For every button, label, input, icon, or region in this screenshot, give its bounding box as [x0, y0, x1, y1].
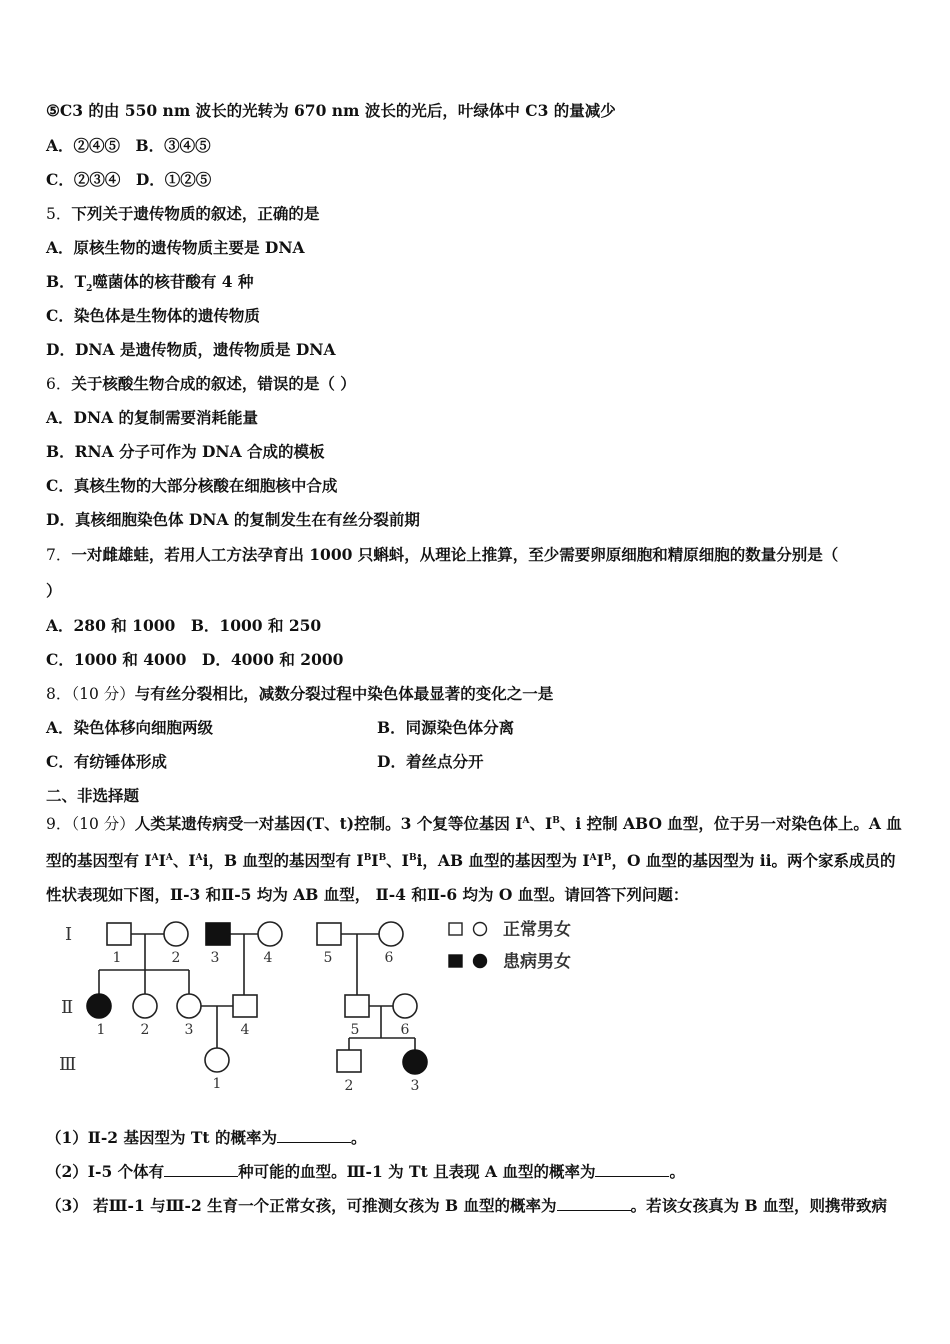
III-3-affected-female — [403, 1050, 427, 1074]
I-4-normal-female — [258, 922, 282, 946]
gen-label-III: Ⅲ — [59, 1054, 77, 1075]
legend-affected-female-icon — [474, 955, 487, 968]
q9-l2-c: 、I — [172, 851, 196, 871]
q9-number: 9． — [46, 815, 72, 834]
q5-number: 5． — [46, 205, 72, 223]
q9-l2-s5: B — [378, 853, 387, 863]
q9-stem-line2 — [46, 848, 896, 871]
q6-option-a: A．DNA 的复制需要消耗能量 — [46, 408, 259, 427]
q9-sub2-end: 。 — [669, 1162, 685, 1181]
answer-blank-3[interactable] — [595, 1164, 669, 1177]
q5-option-d: D．DNA 是遗传物质，遗传物质是 DNA — [46, 340, 336, 359]
q5-b-post: 噬菌体的核苷酸有 4 种 — [92, 272, 254, 291]
q9-l2-d: i，B 血型的基因型有 I — [202, 851, 364, 871]
q5-stem — [46, 204, 319, 224]
q9-l2-s8: B — [603, 853, 612, 863]
q9-sub3-text-b: 。若该女孩真为 B 血型，则携带致病 — [630, 1196, 887, 1215]
q9-l2-f: 、I — [386, 851, 409, 871]
q8-option-c: C．有纺锤体形成 — [46, 752, 167, 771]
answer-blank-2[interactable] — [164, 1164, 238, 1177]
q9-l1-sup-b: B — [552, 816, 560, 826]
q9-score: （10 分） — [71, 815, 135, 834]
q7-number: 7． — [46, 546, 72, 564]
id-I6: 6 — [384, 950, 394, 966]
q8-option-d: D．着丝点分开 — [377, 752, 484, 771]
id-II6: 6 — [400, 1022, 410, 1038]
id-III1: 1 — [212, 1076, 222, 1092]
q9-sub1-end: 。 — [350, 1128, 367, 1147]
answer-blank-1[interactable] — [277, 1130, 351, 1143]
q9-sub3 — [46, 1196, 887, 1216]
legend-normal-male-icon — [449, 923, 462, 935]
legend-affected-male-icon — [449, 955, 462, 967]
id-III3: 3 — [410, 1078, 420, 1094]
id-II4: 4 — [240, 1022, 250, 1038]
q4-options-ab: A．②④⑤ B．③④⑤ — [46, 136, 211, 155]
q5-option-b — [46, 272, 253, 299]
q9-l2-g: i，AB 血型的基因型为 I — [416, 851, 590, 871]
q6-option-b: B．RNA 分子可作为 DNA 合成的模板 — [46, 442, 325, 461]
legend-affected-label: 患病男女 — [503, 952, 571, 972]
q7-options-cd: C．1000 和 4000 D．4000 和 2000 — [46, 650, 344, 669]
I-1-normal-male — [107, 923, 131, 945]
q6-stem — [46, 374, 356, 394]
q8-score: （10 分） — [71, 685, 135, 703]
II-5-normal-male — [345, 995, 369, 1017]
q9-l2-e: I — [371, 851, 379, 871]
gen-label-II: Ⅱ — [61, 997, 74, 1018]
id-I4: 4 — [263, 950, 273, 966]
II-3-normal-female — [177, 994, 201, 1018]
legend-normal-female-icon — [474, 923, 487, 936]
q9-stem-line1 — [46, 811, 902, 834]
q9-l2-h: I — [596, 851, 604, 871]
II-1-affected-female — [87, 994, 111, 1018]
q9-sub3-text-a: （3） 若Ⅲ-1 与Ⅲ-2 生育一个正常女孩，可推测女孩为 B 血型的概率为 — [46, 1196, 557, 1215]
q6-stem-text: 关于核酸生物合成的叙述，错误的是（ ） — [71, 374, 356, 393]
id-II2: 2 — [140, 1022, 150, 1038]
III-1-normal-female — [205, 1048, 229, 1072]
q9-l1-a: 人类某遗传病受一对基因(T、t)控制。3 个复等位基因 I — [134, 814, 523, 834]
pedigree-diagram — [55, 910, 615, 1095]
q9-l1-c: 、i 控制 ABO 血型，位于另一对染色体上。A 血 — [559, 814, 902, 834]
id-II5: 5 — [350, 1022, 360, 1038]
q9-l2-s3: A — [195, 853, 203, 863]
id-I1: 1 — [112, 950, 122, 966]
q8-stem — [46, 684, 553, 704]
II-6-normal-female — [393, 994, 417, 1018]
q7-stem-text: 一对雌雄蛙，若用人工方法孕育出 1000 只蝌蚪，从理论上推算，至少需要卵原细胞和精原细胞的数量分别是（ — [71, 545, 839, 564]
id-I5: 5 — [323, 950, 333, 966]
q7-stem — [46, 545, 838, 565]
q9-l1-b: 、I — [529, 814, 553, 834]
II-4-normal-male — [233, 995, 257, 1017]
q5-b-sub: 2 — [86, 284, 93, 295]
I-2-normal-female — [164, 922, 188, 946]
q4-options-cd: C．②③④ D．①②⑤ — [46, 170, 212, 189]
answer-blank-4[interactable] — [557, 1198, 631, 1211]
q9-sub1 — [46, 1128, 366, 1148]
q9-sub2-text-a: （2）Ⅰ-5 个体有 — [46, 1162, 165, 1181]
q5-option-c: C．染色体是生物体的遗传物质 — [46, 306, 260, 325]
id-I3: 3 — [210, 950, 220, 966]
legend-normal-label: 正常男女 — [503, 920, 571, 940]
q5-stem-text: 下列关于遗传物质的叙述，正确的是 — [71, 204, 320, 223]
q9-l2-i: ，O 血型的基因型为 ii。两个家系成员的 — [611, 851, 896, 871]
q9-l2-s7: A — [589, 853, 597, 863]
q9-l2-s2: A — [165, 853, 173, 863]
q9-sub2-text-b: 种可能的血型。Ⅲ-1 为 Tt 且表现 A 血型的概率为 — [238, 1162, 596, 1181]
q9-l2-s1: A — [151, 853, 159, 863]
q9-l1-sup-a: A — [522, 816, 530, 826]
q9-l2-s6: B — [408, 853, 417, 863]
id-III2: 2 — [344, 1078, 354, 1094]
q7-options-ab: A．280 和 1000 B．1000 和 250 — [46, 616, 322, 635]
q7-stem-end: ） — [46, 581, 62, 600]
II-2-normal-female — [133, 994, 157, 1018]
q9-l2-b: I — [158, 851, 166, 871]
III-2-normal-male — [337, 1050, 361, 1072]
id-I2: 2 — [171, 950, 181, 966]
id-II1: 1 — [96, 1022, 106, 1038]
q9-l2-a: 型的基因型有 I — [46, 851, 152, 871]
id-II3: 3 — [184, 1022, 194, 1038]
q8-stem-text: 与有丝分裂相比，减数分裂过程中染色体最显著的变化之一是 — [134, 684, 554, 703]
q6-option-c: C．真核生物的大部分核酸在细胞核中合成 — [46, 476, 338, 495]
q6-number: 6． — [46, 375, 72, 393]
q8-option-b: B．同源染色体分离 — [377, 718, 515, 737]
I-3-affected-male — [206, 923, 230, 945]
q9-l2-s4: B — [363, 853, 372, 863]
gen-label-I: Ⅰ — [65, 924, 73, 945]
q9-sub2 — [46, 1162, 685, 1182]
I-6-normal-female — [379, 922, 403, 946]
q4-item5: ⑤C3 的由 550 nm 波长的光转为 670 nm 波长的光后，叶绿体中 C3 的量减少 — [46, 101, 616, 120]
q6-option-d: D．真核细胞染色体 DNA 的复制发生在有丝分裂前期 — [46, 510, 420, 529]
q5-b-pre: B．T — [46, 272, 87, 291]
section-title: 二、非选择题 — [46, 786, 140, 805]
q8-number: 8． — [46, 685, 72, 703]
q9-sub1-text: （1）Ⅱ-2 基因型为 Tt 的概率为 — [46, 1128, 277, 1147]
q5-option-a: A．原核生物的遗传物质主要是 DNA — [46, 238, 305, 257]
q9-stem-line3: 性状表现如下图，Ⅱ-3 和Ⅱ-5 均为 AB 血型， Ⅱ-4 和Ⅱ-6 均为 O 血型。请回答下列问题： — [46, 885, 689, 904]
q8-option-a: A．染色体移向细胞两级 — [46, 718, 214, 737]
I-5-normal-male — [317, 923, 341, 945]
